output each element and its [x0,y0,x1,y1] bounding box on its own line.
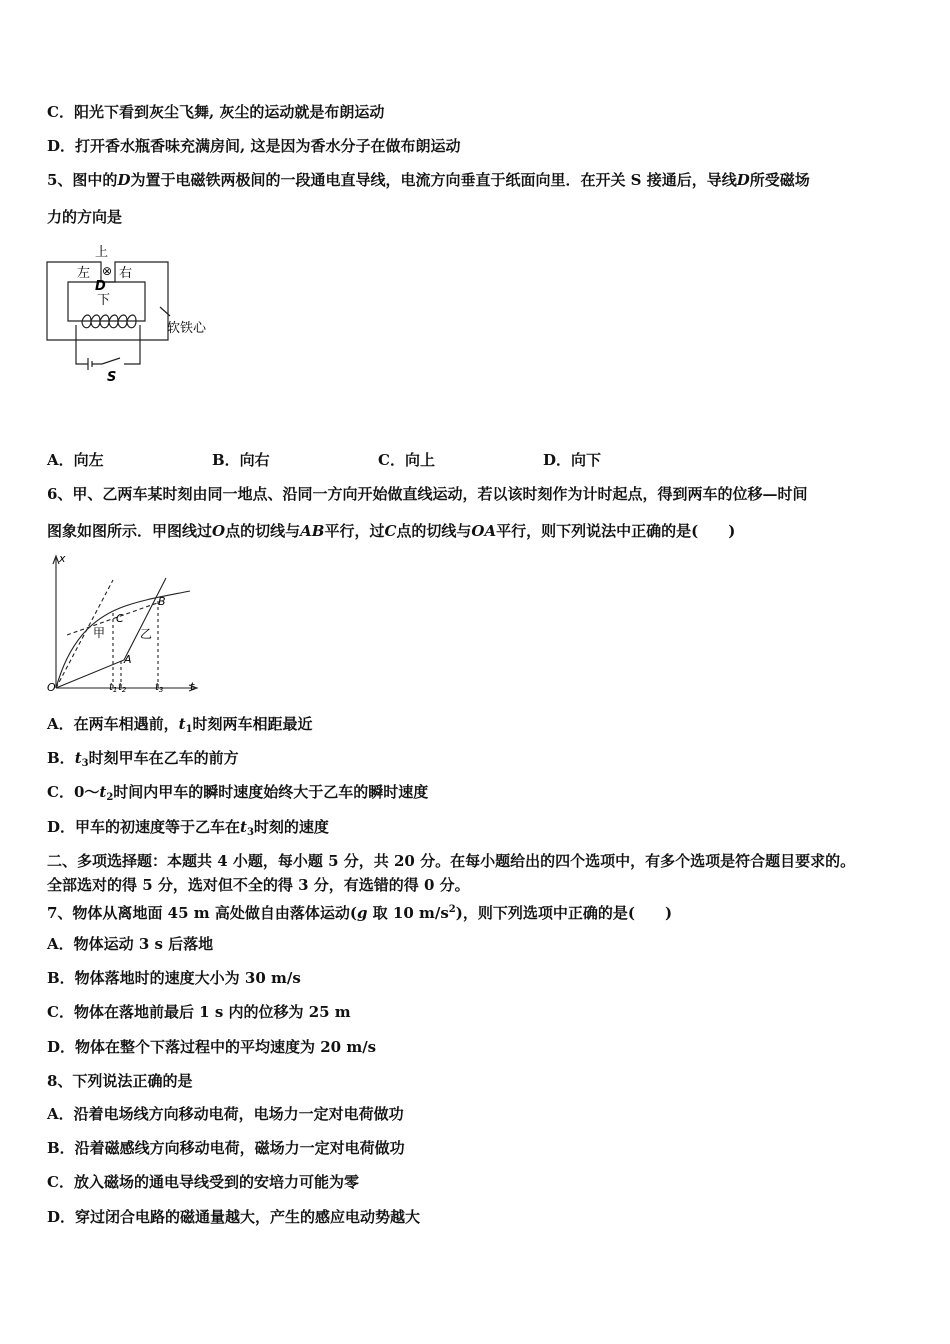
q6-displacement-time-graph [40,548,210,698]
q6-curve-jia-label: 甲 [93,626,106,640]
q6-tick-t1: $t_1$ [109,682,118,694]
q5-label-top: 上 [95,245,109,260]
q5-stem-line2: 力的方向是 [47,208,123,226]
q8-option-d: D．穿过闭合电路的磁通量越大，产生的感应电动势越大 [47,1208,421,1226]
q5-electromagnet-figure [40,240,230,390]
q6-point-c-label: C [116,612,124,625]
q5-label-wire-d: D [95,279,106,294]
q6-point-b-label: B [158,595,166,608]
q6-origin-label: O [47,681,56,694]
q6-option-c: C．$0\sim t_2$时间内甲车的瞬时速度始终大于乙车的瞬时速度 [47,783,429,803]
q6-option-b: B．$t_3$时刻甲车在乙车的前方 [47,749,239,769]
q5-option-c: C．向上 [378,451,435,469]
q4-option-d: D．打开香水瓶香味充满房间, 这是因为香水分子在做布朗运动 [47,137,461,155]
q7-option-c: C．物体在落地前最后 1 s 内的位移为 25 m [47,1003,351,1021]
q5-option-d: D．向下 [543,451,602,469]
q8-stem: 8、下列说法正确的是 [47,1072,193,1090]
section2-instructions-line2: 全部选对的得 5 分，选对但不全的得 3 分，有选错的得 0 分。 [47,876,470,894]
q5-label-left: 左 [77,266,91,281]
q4-option-c: C．阳光下看到灰尘飞舞, 灰尘的运动就是布朗运动 [47,103,385,121]
q8-option-a: A．沿着电场线方向移动电荷，电场力一定对电荷做功 [47,1105,404,1123]
q5-current-into-page-symbol: ⊗ [102,264,113,278]
q6-point-a-label: A [124,653,132,666]
q6-stem-line1: 6、甲、乙两车某时刻由同一地点、沿同一方向开始做直线运动，若以该时刻作为计时起点，得到两车的位移—时间 [47,485,808,503]
q6-tick-t3: $t_3$ [155,682,164,694]
q6-curve-yi-label: 乙 [140,627,153,641]
q8-option-c: C．放入磁场的通电导线受到的安培力可能为零 [47,1173,359,1191]
q6-axis-t-label: t [190,680,195,693]
q6-stem-line2: 图象如图所示．甲图线过O点的切线与AB平行，过C点的切线与OA平行，则下列说法中正确的是( ) [47,522,736,540]
q8-option-b: B．沿着磁感线方向移动电荷，磁场力一定对电荷做功 [47,1139,405,1157]
q7-option-b: B．物体落地时的速度大小为 30 m/s [47,969,301,987]
q5-stem-line1: 5、图中的D为置于电磁铁两极间的一段通电直导线，电流方向垂直于纸面向里．在开关 S 接通后，导线D所受磁场 [47,171,810,189]
q6-option-a: A．在两车相遇前，$t_1$时刻两车相距最近 [47,715,313,735]
q7-stem: 7、物体从离地面 45 m 高处做自由落体运动(g 取 10 $m/s^2$)，则下列选项中正确的是( ) [47,904,673,922]
q5-option-a: A．向左 [47,451,104,469]
q5-label-soft-iron: 软铁心 [167,321,207,336]
q5-label-bottom: 下 [97,293,111,308]
q5-option-b: B．向右 [212,451,270,469]
q5-label-right: 右 [119,266,133,281]
q7-option-d: D．物体在整个下落过程中的平均速度为 20 m/s [47,1038,377,1056]
q7-option-a: A．物体运动 3 s 后落地 [47,935,214,953]
q6-axis-x-label: x [59,552,66,565]
q6-tick-t2: $t_2$ [118,682,127,694]
q5-label-switch: S [107,370,117,385]
q6-option-d: D．甲车的初速度等于乙车在$t_3$时刻的速度 [47,818,329,838]
section2-instructions-line1: 二、多项选择题：本题共 4 小题，每小题 5 分，共 20 分。在每小题给出的四个选项中，有多个选项是符合题目要求的。 [47,852,856,870]
